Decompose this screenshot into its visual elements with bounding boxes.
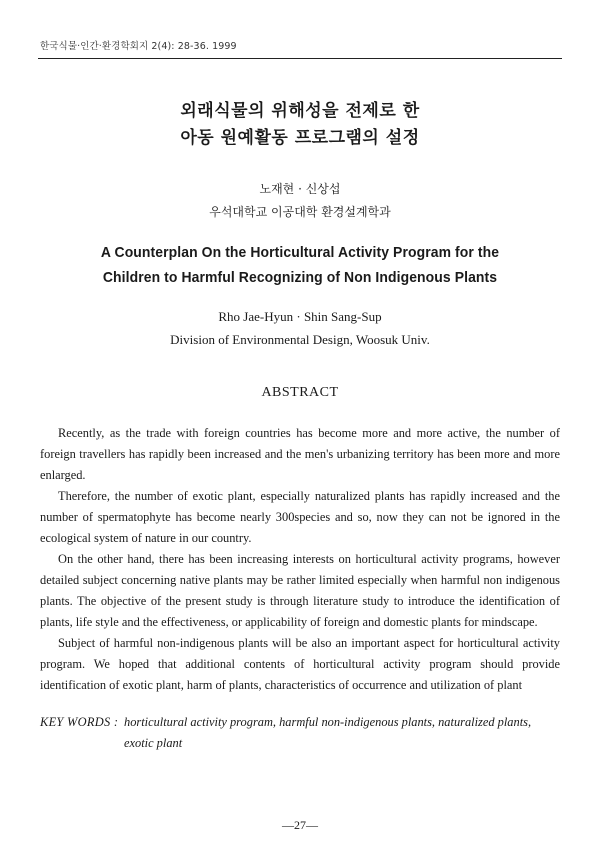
running-head: 한국식물·인간·환경학회지 2(4): 28-36. 1999 <box>40 41 237 52</box>
english-title-line-2: Children to Harmful Recognizing of Non Indigenous Plants <box>102 269 498 286</box>
abstract-paragraph-2: Therefore, the number of exotic plant, especially naturalized plants has rapidly increased and the number of spermatophyte has become nearly 300species and so, now they can not be ignored in the ecological system of nature in our country. <box>40 489 560 545</box>
keywords-label: KEY WORDS : <box>40 715 119 729</box>
keywords-line-1: horticultural activity program, harmful non-indigenous plants, naturalized plants, <box>124 715 532 729</box>
abstract-heading: ABSTRACT <box>261 385 339 400</box>
korean-author-names: 노재현 · 신상섭 <box>259 182 341 196</box>
korean-title-line-1: 외래식물의 위해성을 전제로 한 <box>180 101 420 121</box>
keywords-line-2: exotic plant <box>124 736 183 750</box>
abstract-paragraph-1: Recently, as the trade with foreign countries has become more and more active, the number of foreign travellers has rapidly been increased and the men's urbanizing territory has been more and more enlarged. <box>40 426 560 482</box>
korean-authors-block <box>0 178 600 224</box>
header-rule <box>38 58 562 59</box>
english-title <box>21 240 579 290</box>
korean-title <box>0 98 600 152</box>
abstract-paragraph-3: On the other hand, there has been increasing interests on horticultural activity programs, however detailed subject concerning native plants may be rather limited especially when harmful non indigenous plants. The objective of the present study is through literature study to introduce the identification of plants, life style and the effectiveness, or applicability of foreign and domestic plants for mindscape. <box>40 552 560 629</box>
page-number: —27— <box>282 818 318 832</box>
korean-affiliation: 우석대학교 이공대학 환경설계학과 <box>209 205 391 219</box>
korean-title-line-2: 아동 원예활동 프로그램의 설정 <box>180 128 420 148</box>
english-authors-block <box>0 305 600 351</box>
keywords-block <box>40 712 560 754</box>
abstract-paragraph-4: Subject of harmful non-indigenous plants will be also an important aspect for horticultural activity program. We hoped that additional contents of horticultural activity program should provide identification of exotic plant, harm of plants, characteristics of occurrence and utilization of plant <box>40 636 560 692</box>
abstract-body <box>40 423 560 696</box>
english-affiliation: Division of Environmental Design, Woosuk Univ. <box>170 332 430 347</box>
english-title-line-1: A Counterplan On the Horticultural Activity Program for the <box>100 244 500 261</box>
english-author-names: Rho Jae-Hyun · Shin Sang-Sup <box>218 309 382 324</box>
